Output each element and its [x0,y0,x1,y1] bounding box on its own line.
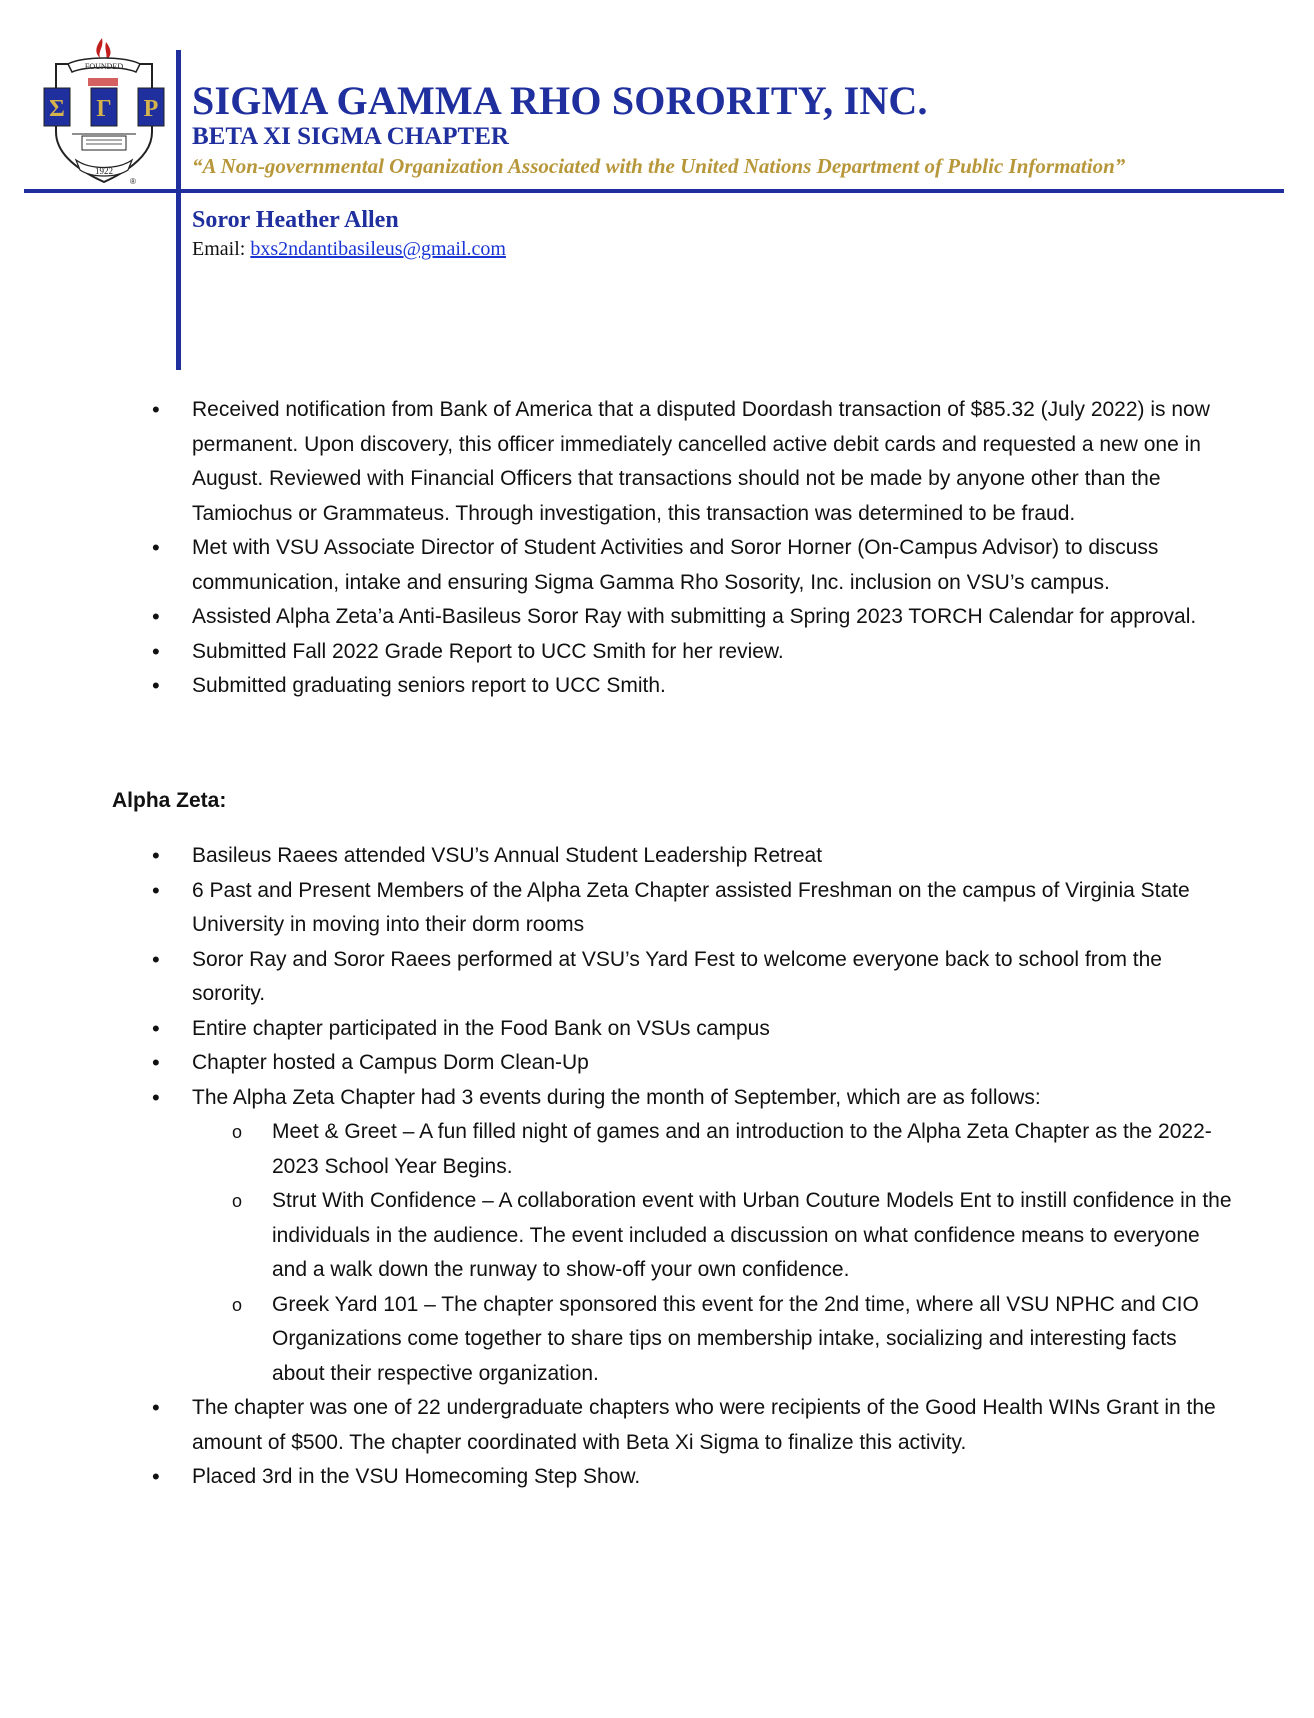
list-item: • Entire chapter participated in the Food Bank on VSUs campus [112,1012,1232,1047]
list-item: • Submitted graduating seniors report to UCC Smith. [112,669,1232,704]
crest-year: 1922 [95,166,113,176]
alpha-zeta-list [112,839,1232,1495]
report-body [112,393,1232,1495]
crest-letter-sigma: Σ [49,96,65,122]
chapter-name: BETA XI SIGMA CHAPTER [192,123,509,150]
officer-report-list [112,393,1232,704]
email-label: Email: [192,238,246,260]
list-item: • 6 Past and Present Members of the Alpha Zeta Chapter assisted Freshman on the campus of Virginia State University in moving into their dorm rooms [112,874,1232,943]
email-line [192,238,506,261]
sub-list-item: o Meet & Greet – A fun filled night of games and an introduction to the Alpha Zeta Chapter as the 2022- 2023 School Year Begins. [192,1115,1232,1184]
list-item: • The chapter was one of 22 undergraduate chapters who were recipients of the Good Health WINs Grant in the amount of $500. The chapter coordinated with Beta Xi Sigma to finalize this activity. [112,1391,1232,1460]
crest-letter-rho: Ρ [143,96,159,122]
crest-letter-gamma: Γ [96,96,112,122]
contact-name: Soror Heather Allen [192,207,399,233]
list-item-with-subitems [112,1081,1232,1392]
event-sublist [192,1115,1232,1391]
list-item: • Assisted Alpha Zeta’a Anti-Basileus Soror Ray with submitting a Spring 2023 TORCH Calendar for approval. [112,600,1232,635]
sorority-crest-logo [42,36,166,186]
list-item: • Submitted Fall 2022 Grade Report to UCC Smith for her review. [112,635,1232,670]
list-item: • Basileus Raees attended VSU’s Annual Student Leadership Retreat [112,839,1232,874]
list-item: • Met with VSU Associate Director of Student Activities and Soror Horner (On-Campus Advisor) to discuss communication, intake and ensuring Sigma Gamma Rho Sosority, Inc. inclusion on VSU’s campus. [112,531,1232,600]
list-item: • Soror Ray and Soror Raees performed at VSU’s Yard Fest to welcome everyone back to school from the sorority. [112,943,1232,1012]
list-item: • Chapter hosted a Campus Dorm Clean-Up [112,1046,1232,1081]
crest-banner-text: FOUNDED [84,62,124,71]
list-item-text: The Alpha Zeta Chapter had 3 events during the month of September, which are as follows: [192,1085,1041,1109]
sub-list-item: o Greek Yard 101 – The chapter sponsored this event for the 2nd time, where all VSU NPHC and CIO Organizations come together to share tips on membership intake, socializing and interesting facts about their respective organization. [192,1288,1232,1392]
list-item: • Received notification from Bank of America that a disputed Doordash transaction of $85.32 (July 2022) is now permanent. Upon discovery, this officer immediately cancelled active debit cards and requested a new one in August. Reviewed with Financial Officers that transactions should not be made by anyone other than the Tamiochus or Grammateus. Through investigation, this transaction was determined to be fraud. [112,393,1232,531]
header-horizontal-rule [24,189,1284,193]
section-heading-alpha-zeta: Alpha Zeta: [112,788,227,812]
header-vertical-rule [176,50,181,370]
sub-list-item: o Strut With Confidence – A collaboration event with Urban Couture Models Ent to instill confidence in the individuals in the audience. The event included a discussion on what confidence means to everyone and a walk down the runway to show-off your own confidence. [192,1184,1232,1288]
organization-name: SIGMA GAMMA RHO SORORITY, INC. [192,78,928,123]
email-link[interactable]: bxs2ndantibasileus@gmail.com [250,238,506,260]
list-item: • Placed 3rd in the VSU Homecoming Step Show. [112,1460,1232,1495]
crest-registered-mark: ® [130,177,136,186]
tagline: “A Non-governmental Organization Associated with the United Nations Department of Public Information” [192,154,1126,178]
